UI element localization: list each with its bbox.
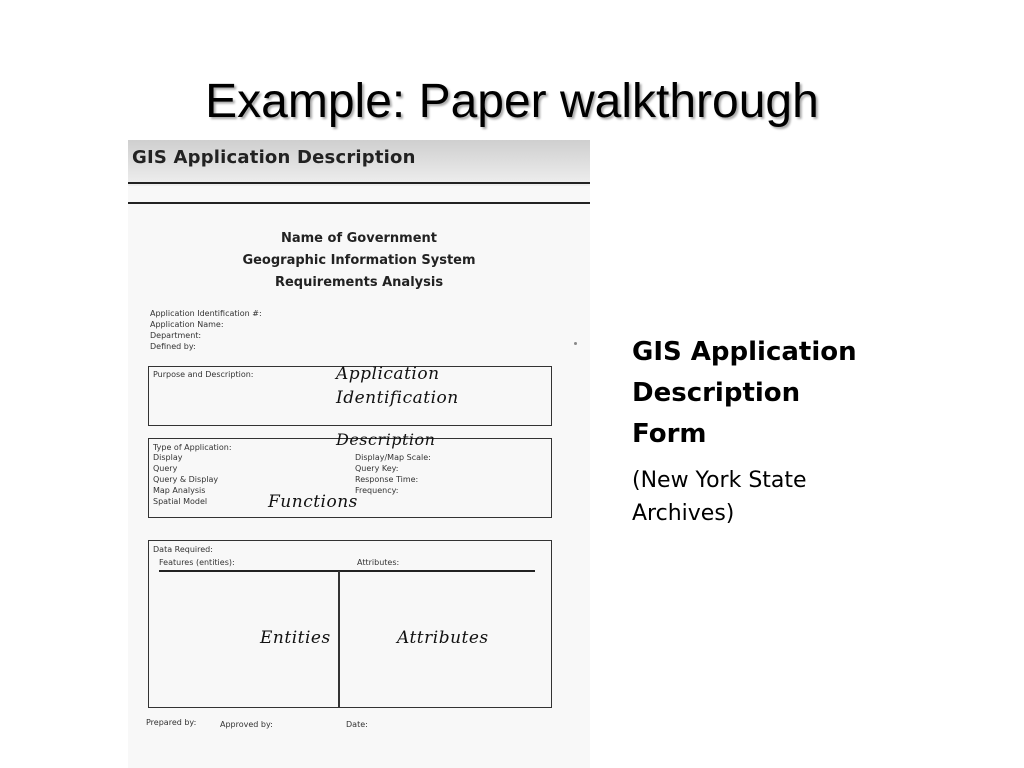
form-center-titles	[128, 228, 590, 294]
type-label: Type of Application:	[153, 443, 232, 452]
footer-prepared: Prepared by:	[146, 718, 197, 727]
data-divider	[338, 571, 340, 707]
type-query-display: Query & Display	[153, 475, 219, 484]
type-query: Query	[153, 464, 178, 473]
annotation-description: Description	[336, 430, 436, 449]
side-title-line-3: Form	[632, 419, 707, 449]
purpose-label: Purpose and Description:	[153, 370, 254, 379]
type-right-list	[355, 452, 431, 496]
annotation-attributes: Attributes	[397, 628, 489, 648]
data-required-label: Data Required:	[153, 545, 213, 554]
type-map-scale: Display/Map Scale:	[355, 453, 431, 462]
heading-rule-bottom	[128, 202, 590, 204]
type-map-analysis: Map Analysis	[153, 486, 206, 495]
id-field-department: Department:	[150, 331, 202, 340]
slide-title: Example: Paper walkthrough	[205, 75, 819, 128]
features-label: Features (entities):	[159, 558, 235, 567]
annotation-functions: Functions	[268, 492, 358, 512]
side-title	[632, 332, 1012, 455]
scan-speck	[574, 342, 577, 345]
type-display: Display	[153, 453, 183, 462]
gis-name: Geographic Information System	[242, 253, 476, 268]
annotation-entities: Entities	[260, 628, 331, 648]
type-spatial-model: Spatial Model	[153, 497, 208, 506]
side-caption	[632, 332, 1012, 530]
id-fields	[150, 308, 262, 352]
side-title-line-2: Description	[632, 378, 801, 408]
annotation-application: Application	[336, 364, 440, 384]
form-heading: GIS Application Description	[132, 147, 416, 168]
data-header-rule	[159, 570, 535, 572]
footer-approved: Approved by:	[220, 720, 273, 729]
attributes-label: Attributes:	[357, 558, 400, 567]
type-frequency: Frequency:	[355, 486, 399, 495]
side-subtitle-line-2: Archives)	[632, 501, 735, 526]
footer-date: Date:	[346, 720, 368, 729]
data-required-box	[148, 540, 552, 708]
type-query-key: Query Key:	[355, 464, 399, 473]
requirements-name: Requirements Analysis	[274, 275, 444, 290]
government-name: Name of Government	[280, 231, 438, 246]
side-subtitle-line-1: (New York State	[632, 468, 807, 493]
heading-rule-top	[128, 182, 590, 184]
annotation-identification: Identification	[336, 388, 459, 408]
type-left-list	[153, 452, 218, 507]
side-subtitle	[632, 464, 1012, 530]
side-title-line-1: GIS Application	[632, 337, 857, 367]
id-field-number: Application Identification #:	[150, 309, 262, 318]
id-field-name: Application Name:	[150, 320, 224, 329]
id-field-defined-by: Defined by:	[150, 342, 196, 351]
scanned-form-image	[128, 140, 590, 768]
type-response-time: Response Time:	[355, 475, 419, 484]
